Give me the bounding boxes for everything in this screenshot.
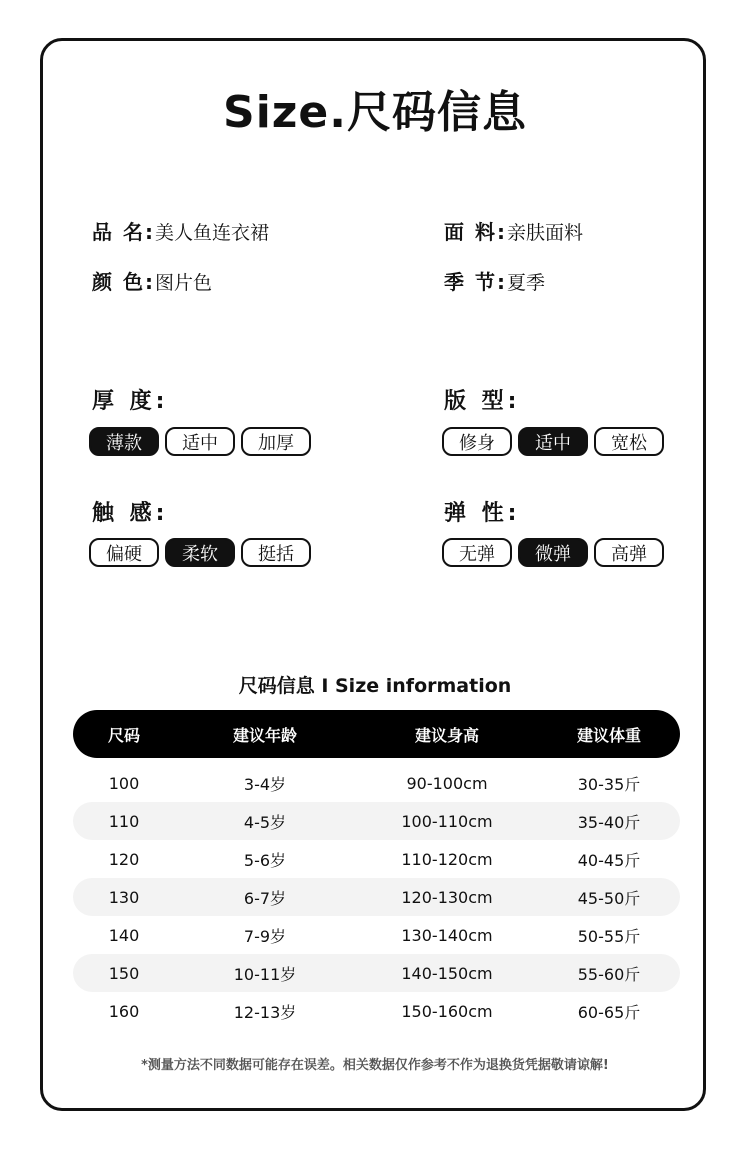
thickness-label: 厚 度: — [92, 389, 169, 414]
table-row — [73, 764, 680, 802]
size-table-title: 尺码信息 I Size information — [238, 675, 512, 697]
color-row — [92, 266, 212, 295]
cell-size: 130 — [108, 887, 140, 907]
table-row — [73, 916, 680, 954]
thickness-options — [89, 427, 311, 456]
cell-weight: 55-60斤 — [577, 964, 641, 984]
cell-size: 110 — [108, 811, 140, 831]
fit-option: 修身 — [442, 427, 512, 456]
cell-age: 6-7岁 — [243, 888, 287, 908]
elasticity-option: 高弹 — [594, 538, 664, 567]
color-label: 颜 色: — [92, 270, 155, 294]
table-row — [73, 802, 680, 840]
cell-age: 5-6岁 — [243, 850, 287, 870]
size-table-header — [73, 710, 680, 758]
product-name-row — [92, 216, 269, 245]
thickness-option: 加厚 — [241, 427, 311, 456]
elasticity-option: 微弹 — [518, 538, 588, 567]
disclaimer-note: *测量方法不同数据可能存在误差。相关数据仅作参考不作为退换货凭据敬请谅解! — [141, 1058, 609, 1073]
cell-size: 150 — [108, 963, 140, 983]
cell-weight: 35-40斤 — [577, 812, 641, 832]
fit-option: 适中 — [518, 427, 588, 456]
cell-weight: 40-45斤 — [577, 850, 641, 870]
fabric-row — [444, 216, 583, 245]
touch-option: 偏硬 — [89, 538, 159, 567]
fabric-label: 面 料: — [444, 220, 507, 244]
cell-size: 100 — [108, 773, 140, 793]
cell-size: 160 — [108, 1001, 140, 1021]
season-row — [444, 266, 545, 295]
cell-height: 140-150cm — [401, 963, 493, 983]
cell-height: 150-160cm — [401, 1001, 493, 1021]
product-name-label: 品 名: — [92, 220, 155, 244]
elasticity-options — [442, 538, 664, 567]
cell-weight: 50-55斤 — [577, 926, 641, 946]
fit-option: 宽松 — [594, 427, 664, 456]
header-size: 尺码 — [107, 725, 140, 745]
touch-options — [89, 538, 311, 567]
fit-options — [442, 427, 664, 456]
touch-label: 触 感: — [92, 501, 169, 526]
cell-size: 140 — [108, 925, 140, 945]
page-title: Size.尺码信息 — [223, 87, 527, 138]
fit-label: 版 型: — [444, 389, 521, 414]
table-row — [73, 840, 680, 878]
header-age: 建议年龄 — [232, 725, 297, 745]
cell-age: 12-13岁 — [233, 1002, 297, 1022]
cell-height: 90-100cm — [406, 773, 488, 793]
header-weight: 建议体重 — [576, 725, 641, 745]
cell-height: 110-120cm — [401, 849, 493, 869]
cell-size: 120 — [108, 849, 140, 869]
fabric-value: 亲肤面料 — [506, 222, 583, 244]
cell-height: 100-110cm — [401, 811, 493, 831]
color-value: 图片色 — [154, 272, 212, 294]
thickness-option: 薄款 — [89, 427, 159, 456]
cell-weight: 30-35斤 — [577, 774, 641, 794]
product-name-value: 美人鱼连衣裙 — [154, 222, 269, 244]
table-row — [73, 878, 680, 916]
cell-height: 130-140cm — [401, 925, 493, 945]
header-height: 建议身高 — [414, 725, 479, 745]
touch-option: 柔软 — [165, 538, 235, 567]
table-row — [73, 954, 680, 992]
cell-height: 120-130cm — [401, 887, 493, 907]
cell-age: 7-9岁 — [243, 926, 287, 946]
cell-age: 4-5岁 — [243, 812, 287, 832]
cell-weight: 60-65斤 — [577, 1002, 641, 1022]
cell-age: 3-4岁 — [243, 774, 287, 794]
cell-age: 10-11岁 — [233, 964, 297, 984]
thickness-option: 适中 — [165, 427, 235, 456]
elasticity-label: 弹 性: — [444, 501, 521, 526]
cell-weight: 45-50斤 — [577, 888, 641, 908]
season-value: 夏季 — [506, 272, 545, 294]
touch-option: 挺括 — [241, 538, 311, 567]
elasticity-option: 无弹 — [442, 538, 512, 567]
season-label: 季 节: — [444, 270, 507, 294]
table-row — [73, 992, 680, 1030]
